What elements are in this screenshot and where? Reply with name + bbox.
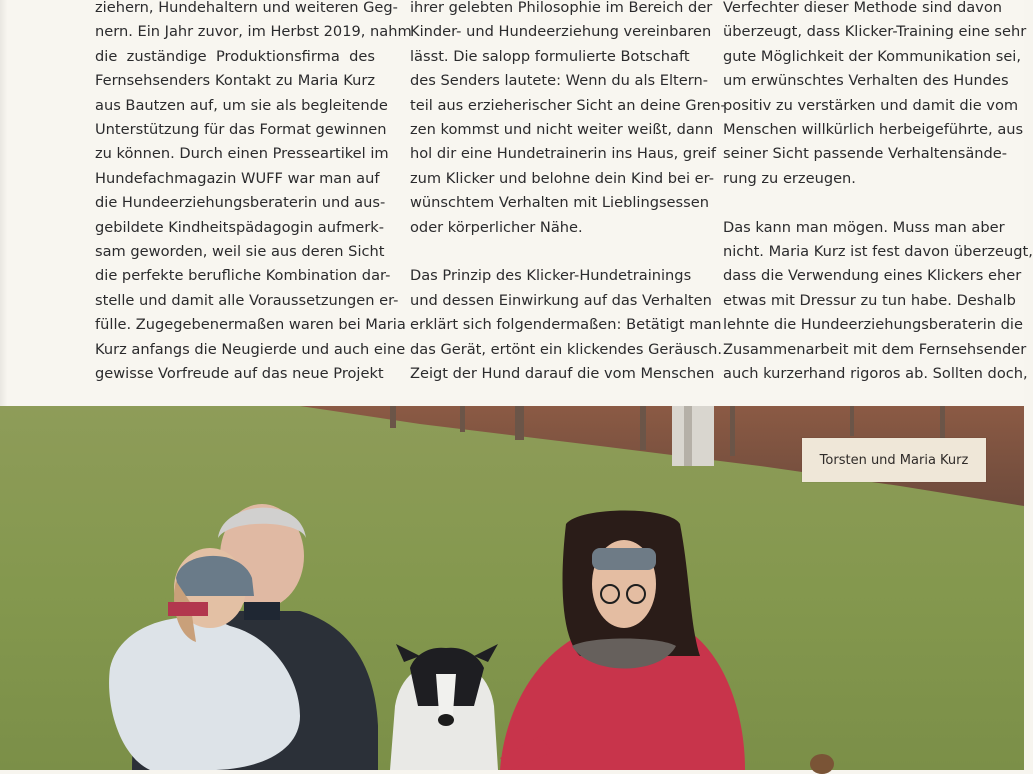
paragraph-break (723, 191, 1002, 215)
birch-tree (672, 406, 714, 466)
article-line: zum Klicker und belohne dein Kind bei er- (410, 169, 714, 187)
article-line: wünschtem Verhalten mit Lieblingsessen (410, 194, 709, 212)
article-line: Kinder- und Hundeerziehung vereinbaren (410, 23, 712, 41)
article-line: Kurz anfangs die Neugierde und auch eine (95, 340, 406, 358)
small-dog (810, 754, 834, 774)
article-line: und dessen Einwirkung auf das Verhalten (410, 291, 712, 309)
article-line: Fernsehsenders Kontakt zu Maria Kurz (95, 72, 375, 90)
article-line: dass die Verwendung eines Klickers eher (723, 267, 1022, 285)
article-line: gebildete Kindheitspädagogin aufmerk- (95, 218, 384, 236)
column-2-paragraph-2 (410, 264, 723, 386)
article-line: Menschen willkürlich herbeigeführte, aus (723, 121, 1024, 139)
article-line: nicht. Maria Kurz ist fest davon überzeugt, (723, 243, 1033, 261)
article-column-3 (723, 0, 1033, 386)
article-column-1 (95, 0, 412, 387)
article-line: die perfekte berufliche Kombination dar- (95, 267, 391, 285)
article-line: oder körperlicher Nähe. (410, 218, 583, 236)
article-line: zen kommst und nicht weiter weißt, dann (410, 121, 714, 139)
article-line: ziehern, Hundehaltern und weiteren Geg- (95, 0, 398, 16)
article-line: rung zu erzeugen. (723, 169, 856, 187)
article-line: zu können. Durch einen Presseartikel im (95, 145, 389, 163)
article-line: ihrer gelebten Philosophie im Bereich der (410, 0, 713, 16)
article-line: auch kurzerhand rigoros ab. Sollten doch, (723, 365, 1028, 383)
article-line: teil aus erzieherischer Sicht an deine Gren- (410, 96, 726, 114)
article-line: die Hundeerziehungsberaterin und aus- (95, 194, 386, 212)
article-line: positiv zu verstärken und damit die vom (723, 96, 1019, 114)
article-line: gute Möglichkeit der Kommunikation sei, (723, 47, 1021, 65)
article-line: Das kann man mögen. Muss man aber (723, 218, 1005, 236)
article-line: lehnte die Hundeerziehungsberaterin die (723, 316, 1023, 334)
article-line: stelle und damit alle Voraussetzungen er- (95, 291, 399, 309)
article-line: die zuständige Produktionsfirma des (95, 47, 375, 65)
article-line: gewisse Vorfreude auf das neue Projekt (95, 365, 384, 383)
article-line: etwas mit Dressur zu tun habe. Deshalb (723, 291, 1016, 309)
article-line: erklärt sich folgendermaßen: Betätigt man (410, 316, 722, 334)
article-line: Hundefachmagazin WUFF war man auf (95, 169, 380, 187)
article-line: hol dir eine Hundetrainerin ins Haus, greif (410, 145, 717, 163)
article-line: Zusammenarbeit mit dem Fernsehsender (723, 340, 1027, 358)
article-line: des Senders lautete: Wenn du als Eltern- (410, 72, 708, 90)
page-gutter-shadow (0, 0, 8, 406)
article-line: seiner Sicht passende Verhaltensände- (723, 145, 1008, 163)
article-line: Das Prinzip des Klicker-Hundetrainings (410, 267, 692, 285)
article-line: aus Bautzen auf, um sie als begleitende (95, 96, 388, 114)
article-line: um erwünschtes Verhalten des Hundes (723, 72, 1009, 90)
article-line: lässt. Die salopp formulierte Botschaft (410, 47, 690, 65)
column-3-paragraph-2 (723, 216, 1033, 387)
article-line: das Gerät, ertönt ein klickendes Geräusch. (410, 340, 723, 358)
paragraph-break (410, 240, 689, 264)
article-line: Verfechter dieser Methode sind davon (723, 0, 1002, 16)
article-line: überzeugt, dass Klicker-Training eine sehr (723, 23, 1027, 41)
article-line: nern. Ein Jahr zuvor, im Herbst 2019, nahm (95, 23, 412, 41)
column-2-paragraph-1 (410, 0, 726, 240)
column-3-paragraph-1 (723, 0, 1027, 191)
article-line: sam geworden, weil sie aus deren Sicht (95, 243, 385, 261)
article-line: fülle. Zugegebenermaßen waren bei Maria (95, 316, 406, 334)
photo-caption: Torsten und Maria Kurz (802, 438, 986, 482)
article-line: Unterstützung für das Format gewinnen (95, 121, 387, 139)
article-line: Zeigt der Hund darauf die vom Menschen (410, 365, 715, 383)
article-column-2 (410, 0, 726, 386)
